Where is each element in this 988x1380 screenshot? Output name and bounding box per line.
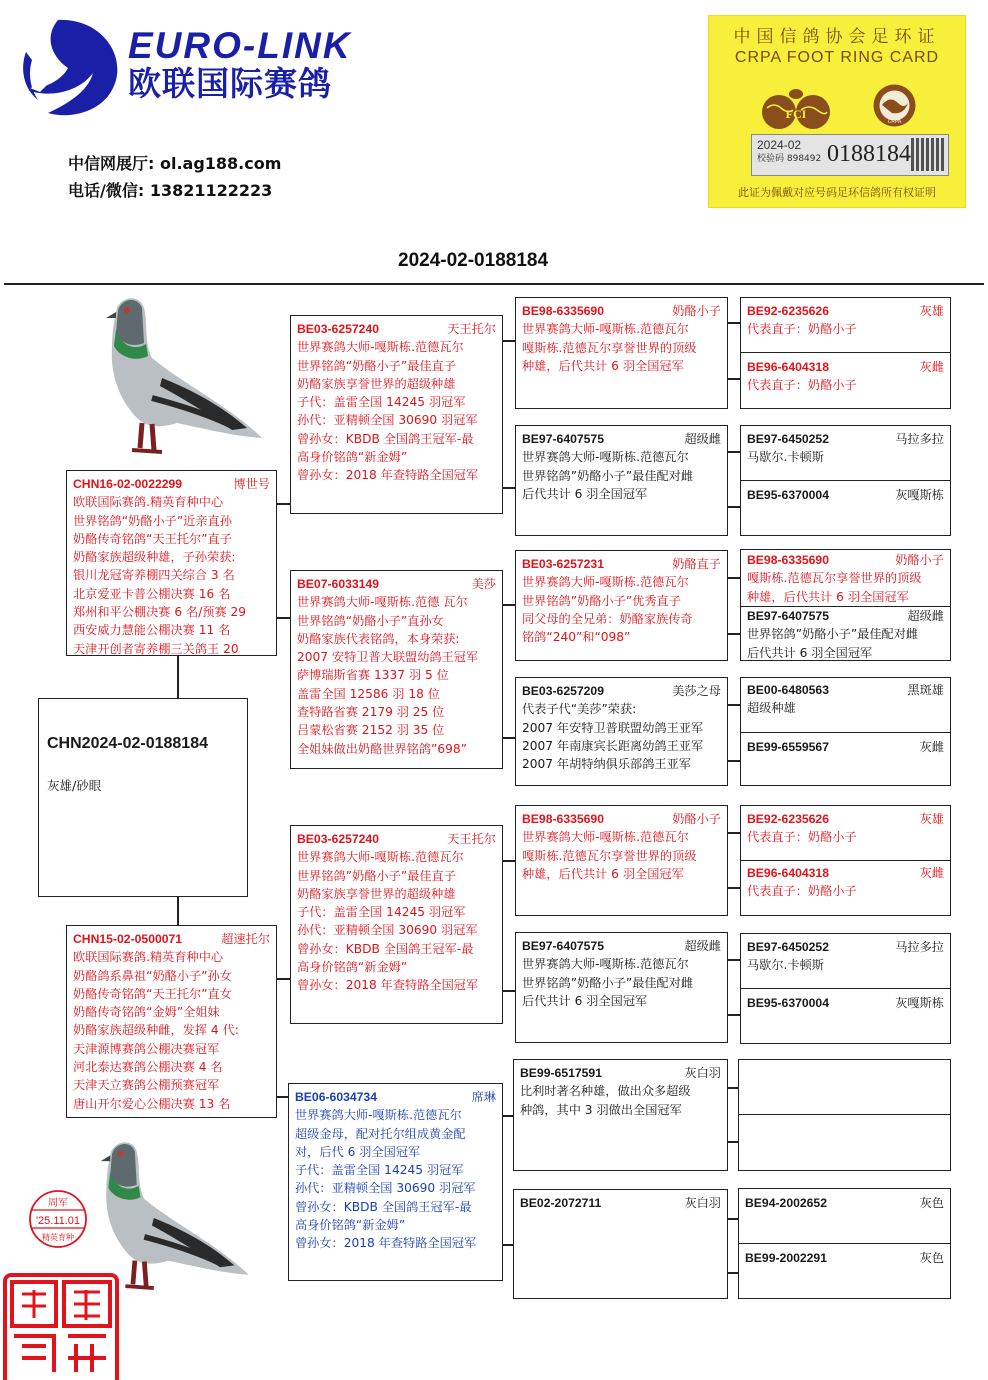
dam-line: 天津源博赛鸽公棚决赛冠军 [73,1041,220,1056]
dam-line: 河北泰达赛鸽公棚决赛 4 名 [73,1060,223,1075]
dam-name: 超速托尔 [221,932,270,946]
divider [741,860,950,861]
gen4-pair [740,549,951,661]
brand-name-en: EURO-LINK [128,25,352,66]
detail-line: 世界铭鸽“奶酪小子”直孙女 [297,613,444,628]
connector [177,897,179,925]
ring-card-footer: 此证为佩戴对应号码足环信鸽所有权证明 [738,186,936,199]
pedigree-title: 2024-02-0188184 [398,250,549,271]
pigeon-name: 灰雄 [919,304,944,318]
divider [741,988,950,989]
gen4-pair [740,805,951,916]
detail-line: 曾孙女：KBDB 全国鸽王冠军-最 [297,941,474,956]
fci-globe-logo-icon [759,88,834,130]
crpa-logo-icon [872,83,917,128]
divider [741,352,950,353]
sire-line: 西安威力慧能公棚决赛 11 名 [73,623,231,638]
gen4-entry[interactable] [747,864,944,901]
gen4-entry-empty[interactable] [739,1060,950,1114]
gen4-pair [740,933,951,1044]
sire-line: 世界铭鸽“奶酪小子”近亲直孙 [73,513,232,528]
detail-line: 子代：盖雷全国 14245 羽冠军 [295,1163,464,1178]
gen4-pair [740,297,951,409]
ring: BE98-6335690 [747,553,829,567]
connector [727,577,740,579]
ring: BE06-6034734 [295,1090,377,1104]
gen4-pair [738,1188,951,1299]
gen4-entry[interactable] [747,994,944,1012]
ring-card-title-en: CRPA FOOT RING CARD [734,49,940,66]
pigeon-name: 灰白羽 [684,1196,721,1210]
great-grandparent-box[interactable] [515,550,728,661]
detail-line: 后代共计 6 羽全国冠军 [522,486,648,501]
detail-line: 嘎斯栋.范德瓦尔享誉世界的顶级 [522,848,697,863]
grandparent-box[interactable] [290,570,503,769]
detail-line: 铭鸽“240”和“098” [522,630,631,645]
detail-line: 后代共计 6 羽全国冠军 [522,993,648,1008]
connector [276,617,290,619]
ring: BE00-6480563 [747,683,829,697]
divider [741,732,950,733]
square-seal-stamp-icon [2,1272,120,1380]
detail-line: 查特路省赛 2179 羽 25 位 [297,705,445,720]
detail-line: 奶酪家族代表铭鸽，本身荣获: [297,631,460,646]
sire-ring: CHN16-02-0022299 [73,477,183,491]
great-grandparent-box[interactable] [515,805,728,916]
pigeon-photo-top [82,288,272,466]
pigeon-name: 美莎之母 [672,684,721,698]
detail-line: 种雄，后代共计 6 羽全国冠军 [747,589,909,604]
detail-line: 代表子代“美莎”荣获: [522,702,637,717]
ring: BE92-6235626 [747,812,829,826]
gen4-pair [740,425,951,536]
subject-color: 灰雄/砂眼 [47,778,102,793]
ring: BE03-6257240 [297,322,379,336]
brand-name-cn: 欧联国际赛鸽 [128,64,332,103]
pigeon-name: 灰白羽 [684,1066,721,1080]
ring-number-strip [751,134,949,176]
connector [503,860,515,862]
detail-line: 比利时著名种雄，做出众多超级 [520,1084,691,1099]
detail-line: 孙代：亚精顿全国 30690 羽冠军 [295,1181,476,1196]
detail-line: 高身价铭鸽“新金姆” [295,1218,406,1233]
great-grandparent-box[interactable] [513,1059,728,1171]
sire-line: 奶酪传奇铭鸽“天王托尔”直子 [73,531,232,546]
pigeon-name: 灰嘎斯栋 [895,488,944,502]
pigeon-name: 灰雄 [919,812,944,826]
great-grandparent-box[interactable] [515,425,728,536]
detail-line: 世界铭鸽”奶酪小子”优秀直子 [522,593,681,608]
ring-number: 0188184 [827,141,911,167]
pigeon-name: 马拉多拉 [895,432,944,446]
connector [503,604,515,606]
pigeon-name: 天王托尔 [447,322,496,336]
connector [727,1014,740,1016]
gen4-pair [740,677,951,786]
detail-line: 种雄，后代共计 6 羽全国冠军 [522,866,684,881]
pigeon-name: 灰雌 [919,360,944,374]
connector [727,832,740,834]
pigeon-name: 超级雌 [907,609,944,623]
pigeon-name: 灰雌 [919,866,944,880]
ring: BE97-6450252 [747,940,829,954]
pigeon-name: 灰嘎斯栋 [895,996,944,1010]
detail-line: 世界赛鸽大师-嘎斯栋.范德瓦尔 [522,575,689,590]
connector [503,737,515,739]
ring: BE96-6404318 [747,866,829,880]
great-grandparent-box[interactable] [513,1189,728,1299]
gen4-entry[interactable] [747,607,944,661]
ring: BE03-6257240 [297,832,379,846]
ring: BE95-6370004 [747,996,829,1010]
pigeon-name: 灰色 [919,1251,944,1265]
detail-line: 孙代：亚精顿全国 30690 羽冠军 [297,413,478,428]
sire-line: 奶酪家族超级种雄，子孙荣获: [73,550,236,565]
dam-line: 唐山开尔爱心公棚决赛 13 名 [73,1096,231,1111]
sire-line: 欧联国际赛鸽.精英育种中心 [73,495,224,510]
detail-line: 曾孙女：2018 年查特路全国冠军 [297,468,479,483]
gen4-entry[interactable] [747,302,944,339]
ring: BE03-6257231 [522,557,604,571]
stamp-bottom-text: 精英育种 [42,1233,74,1242]
gen4-entry[interactable] [747,681,944,718]
dam-line: 奶酪传奇铭鸽“天王托尔”直女 [73,986,232,1001]
gen4-entry[interactable] [747,738,944,756]
pigeon-name: 奶酪小子 [672,812,721,826]
check-code: 校验码 898492 [757,154,822,164]
pigeon-name: 超级雌 [684,939,721,953]
detail-line: 萨博瑞斯省赛 1337 羽 5 位 [297,668,449,683]
detail-line: 世界赛鸽大师-嘎斯栋.范德 瓦尔 [297,595,468,610]
detail-line: 世界铭鸽”奶酪小子”最佳配对雌 [747,627,919,642]
website-line: 中信网展厅: ol.ag188.com [68,154,282,173]
detail-line: 种鸽，其中 3 羽做出全国冠军 [520,1102,682,1117]
ring: BE99-2002291 [745,1251,827,1265]
pigeon-name: 灰雌 [919,740,944,754]
detail-line: 曾孙女：KBDB 全国鸽王冠军-最 [297,431,474,446]
gen4-entry[interactable] [747,486,944,504]
detail-line: 同父母的全兄弟：奶酪家族传奇 [522,611,693,626]
detail-line: 对，后代 6 羽全国冠军 [295,1144,421,1159]
ring: BE99-6517591 [520,1066,602,1080]
sire-line: 银川龙冠寄养棚四关综合 3 名 [73,568,235,583]
ring-year: 2024-02 [757,138,802,152]
detail-line: 2007 安特卫普大联盟幼鸽王冠军 [297,650,479,665]
stamp-date: '25.11.01 [35,1215,81,1227]
dam-ring: CHN15-02-0500071 [73,932,183,946]
fci-logo-text: FCI [785,107,807,121]
pigeon-name: 黑斑雄 [907,683,944,697]
sire-line: 天津开创者寄养棚三关鸽王 20 [73,641,239,656]
detail-line: 世界赛鸽大师-嘎斯栋.范德瓦尔 [295,1108,462,1123]
connector [727,322,740,324]
great-grandparent-box[interactable] [515,932,728,1043]
pigeon-name: 天王托尔 [447,832,496,846]
ring: BE94-2002652 [745,1196,827,1210]
dam-box[interactable] [66,925,277,1118]
great-grandparent-box[interactable] [515,677,728,786]
detail-line: 吕蒙松省赛 2152 羽 35 位 [297,723,445,738]
divider [739,1114,950,1115]
detail-line: 超级种雄 [747,701,796,716]
ring: BE97-6407575 [522,939,604,953]
round-date-stamp-icon [28,1189,88,1249]
connector [727,704,740,706]
connector [503,990,515,992]
detail-line: 世界赛鸽大师-嘎斯栋.范德瓦尔 [522,450,689,465]
connector [276,503,290,505]
detail-line: 高身价铭鸽“新金姆” [297,960,408,975]
connector [727,451,740,453]
ring: BE07-6033149 [297,577,379,591]
subject-ring-number: CHN2024-02-0188184 [47,735,208,752]
ring: BE97-6407575 [522,432,604,446]
detail-line: 代表直子：奶酪小子 [747,884,857,899]
connector [727,378,740,380]
gen4-pair-empty [738,1059,951,1171]
ring: BE98-6335690 [522,304,604,318]
detail-line: 盖雷全国 12586 羽 18 位 [297,686,440,701]
grandparent-box[interactable] [288,1083,503,1281]
detail-line: 种雄，后代共计 6 羽全国冠军 [522,358,684,373]
gen4-entry[interactable] [747,551,944,606]
detail-line: 世界赛鸽大师-嘎斯栋.范德瓦尔 [522,957,689,972]
qr-code-icon [911,138,944,171]
pigeon-name: 奶酪直子 [672,557,721,571]
connector [727,887,740,889]
foot-ring-card [708,15,966,208]
gen4-entry-empty[interactable] [739,1116,950,1170]
ring: BE02-2072711 [520,1196,602,1210]
gen4-entry[interactable] [747,938,944,975]
detail-line: 马歇尔.卡顿斯 [747,450,824,465]
detail-line: 奶酪家族享誉世界的超级种雄 [297,376,456,391]
pigeon-name: 奶酪小子 [672,304,721,318]
ring-card-title-cn: 中国信鸽协会足环证 [733,27,941,47]
gen4-entry[interactable] [745,1249,944,1267]
dam-line: 奶酪鸽系鼻祖“奶酪小子”孙女 [73,968,232,983]
divider [741,480,950,481]
detail-line: 2007 年安特卫普联盟幼鸽王亚军 [522,720,704,735]
euro-link-logo-icon [18,18,128,118]
detail-line: 子代：盖雷全国 14245 羽冠军 [297,395,466,410]
connector [727,633,740,635]
grandparent-box[interactable] [290,315,503,514]
detail-line: 世界铭鸽”奶酪小子”最佳配对雌 [522,975,694,990]
dam-line: 天津天立赛鸽公棚预赛冠军 [73,1078,220,1093]
detail-line: 马歇尔.卡顿斯 [747,958,824,973]
great-grandparent-box[interactable] [515,297,728,409]
gen4-entry[interactable] [747,810,944,847]
detail-line: 代表直子：奶酪小子 [747,830,857,845]
ring: BE92-6235626 [747,304,829,318]
ring: BE96-6404318 [747,360,829,374]
pigeon-name: 灰色 [919,1196,944,1210]
detail-line: 嘎斯栋.范德瓦尔享誉世界的顶级 [522,340,697,355]
ring: BE97-6450252 [747,432,829,446]
detail-line: 世界赛鸽大师-嘎斯栋.范德瓦尔 [297,340,464,355]
header-divider [4,283,984,285]
detail-line: 曾孙女：2018 年查特路全国冠军 [295,1236,477,1251]
detail-line: 嘎斯栋.范德瓦尔享誉世界的顶级 [747,571,922,586]
detail-line: 世界赛鸽大师-嘎斯栋.范德瓦尔 [522,322,689,337]
subject-pigeon-box[interactable] [38,698,248,897]
gen4-entry[interactable] [747,358,944,395]
detail-line: 超级金母，配对托尔组成黄金配 [295,1126,466,1141]
pigeon-name: 马拉多拉 [895,940,944,954]
detail-line: 世界铭鸽”奶酪小子”最佳直子 [297,868,456,883]
detail-line: 世界铭鸽“奶酪小子”最佳直子 [297,358,456,373]
connector [177,655,179,698]
detail-line: 高身价铭鸽“新金姆” [297,450,408,465]
ring: BE95-6370004 [747,488,829,502]
detail-line: 代表直子：奶酪小子 [747,378,857,393]
ring: BE03-6257209 [522,684,604,698]
crpa-logo-text: CRPA [887,119,902,125]
connector [276,978,290,980]
dam-line: 欧联国际赛鸽.精英育种中心 [73,950,224,965]
pigeon-name: 席琳 [471,1090,496,1104]
ring: BE98-6335690 [522,812,604,826]
detail-line: 曾孙女：KBDB 全国鸽王冠军-最 [295,1199,472,1214]
pigeon-name: 奶酪小子 [895,553,944,567]
detail-line: 全姐妹做出奶酪世界铭鸽”698” [297,741,467,756]
dam-line: 奶酪家族超级种雌，发挥 4 代: [73,1023,239,1038]
connector [727,506,740,508]
gen4-entry[interactable] [745,1194,944,1212]
sire-line: 北京爱亚卡普公棚决赛 16 名 [73,586,231,601]
connector [727,959,740,961]
phone-line: 电话/微信: 13821122223 [68,181,273,200]
grandparent-box[interactable] [290,825,503,1024]
gen4-entry[interactable] [747,430,944,467]
pigeon-name: 美莎 [471,577,496,591]
detail-line: 孙代：亚精顿全国 30690 羽冠军 [297,923,478,938]
detail-line: 子代：盖雷全国 14245 羽冠军 [297,905,466,920]
detail-line: 曾孙女：2018 年查特路全国冠军 [297,978,479,993]
sire-box[interactable] [66,470,277,656]
detail-line: 奶酪家族享誉世界的超级种雄 [297,886,456,901]
detail-line: 世界赛鸽大师-嘎斯栋.范德瓦尔 [522,830,689,845]
connector [503,487,515,489]
connector [503,340,515,342]
connector [727,760,740,762]
detail-line: 世界铭鸽”奶酪小子”最佳配对雌 [522,468,694,483]
pigeon-name: 超级雌 [684,432,721,446]
detail-line: 世界赛鸽大师-嘎斯栋.范德瓦尔 [297,850,464,865]
dam-line: 奶酪传奇铭鸽“金姆”全姐妹 [73,1005,220,1020]
ring: BE99-6559567 [747,740,829,754]
sire-line: 郑州和平公棚决赛 6 名/预赛 29 [73,605,247,620]
stamp-top-text: 周军 [48,1198,68,1209]
ring: BE97-6407575 [747,609,829,623]
sire-name: 博世号 [233,477,270,491]
detail-line: 后代共计 6 羽全国冠军 [747,645,873,660]
divider [739,1243,950,1244]
detail-line: 代表直子：奶酪小子 [747,322,857,337]
detail-line: 2007 年南康宾长距离幼鸽王亚军 [522,738,704,753]
detail-line: 2007 年胡特纳俱乐部鸽王亚军 [522,757,691,772]
